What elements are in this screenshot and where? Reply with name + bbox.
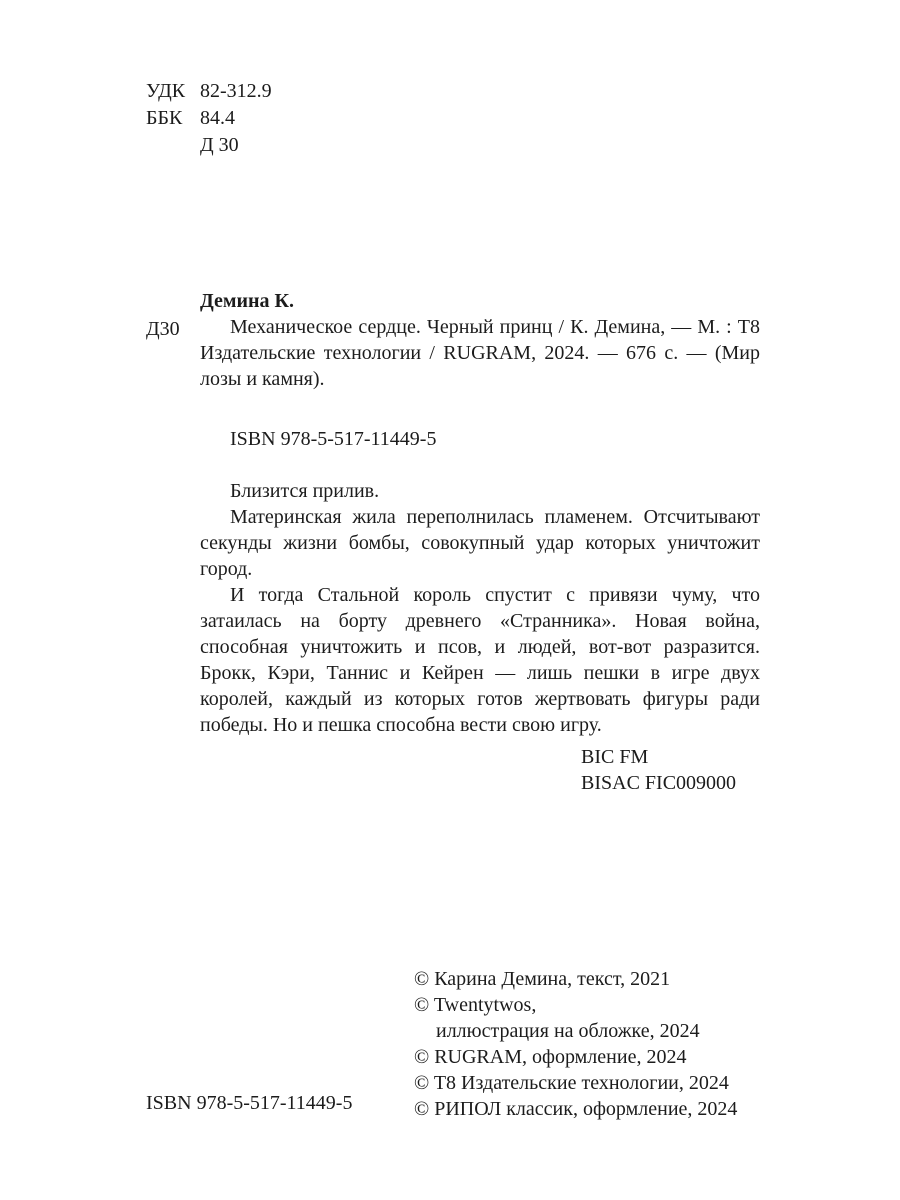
bbk-label: ББК: [146, 107, 183, 129]
copyright-line: © РИПОЛ классик, оформление, 2024: [414, 1098, 738, 1120]
copyright-line: © Twentytwos,: [414, 994, 537, 1016]
author-sign: Д 30: [200, 134, 239, 156]
subject-codes: [581, 744, 736, 796]
entry-code: Д30: [146, 318, 180, 340]
bic-code: BIC FM: [581, 746, 649, 768]
entry-isbn: ISBN 978-5-517-11449-5: [230, 428, 437, 450]
bibliographic-entry: [200, 288, 760, 392]
entry-description: Механическое сердце. Черный принц / К. Демина, — М. : T8 Издательские технологии / RUGRAM, 2024. — 676 с. — (Мир лозы и камня).: [200, 316, 760, 390]
bbk-value: 84.4: [200, 107, 235, 129]
udk-value: 82-312.9: [200, 80, 272, 102]
entry-author: Демина К.: [200, 290, 295, 312]
annotation: [200, 478, 760, 738]
copyright-line: иллюстрация на обложке, 2024: [436, 1020, 700, 1042]
copyright-line: © RUGRAM, оформление, 2024: [414, 1046, 687, 1068]
copyright-line: © T8 Издательские технологии, 2024: [414, 1072, 729, 1094]
isbn-bottom: ISBN 978-5-517-11449-5: [146, 1092, 353, 1114]
annotation-paragraph: Близится прилив.: [230, 480, 380, 502]
copyright-line: © Карина Демина, текст, 2021: [414, 968, 671, 990]
annotation-paragraph: Материнская жила переполнилась пламенем. Отсчитывают секунды жизни бомбы, совокупный удар которых уничтожит город.: [200, 506, 760, 580]
copyright-block: [414, 966, 784, 1122]
udk-label: УДК: [146, 80, 186, 102]
annotation-paragraph: И тогда Стальной король спустит с привязи чуму, что затаилась на борту древнего «Странника». Новая война, способная уничтожить и псов, и людей, вот-вот разразится. Брокк, Кэри, Таннис и Кейрен — лишь пешки в игре двух королей, каждый из которых готов жертвовать фигуры ради победы. Но и пешка способна вести свою игру.: [200, 584, 760, 736]
bisac-code: BISAC FIC009000: [581, 772, 737, 794]
